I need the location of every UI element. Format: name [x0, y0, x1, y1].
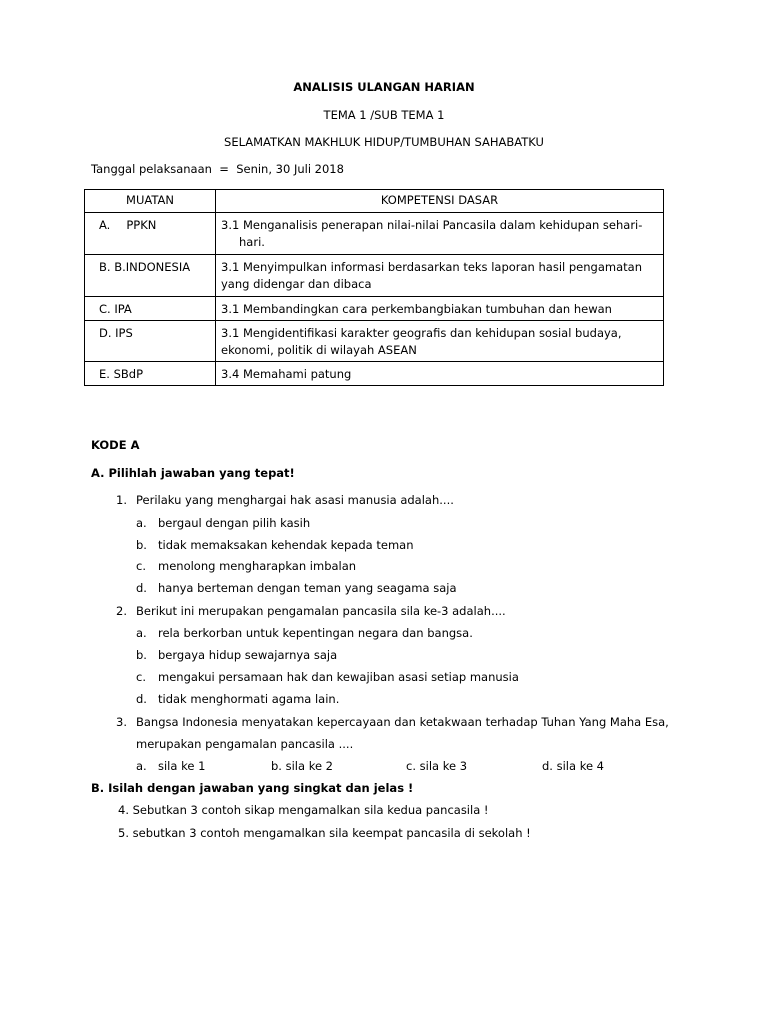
- essay-question: 5. sebutkan 3 contoh mengamalkan sila keempat pancasila di sekolah !: [118, 826, 531, 840]
- option-text: hanya berteman dengan teman yang seagama saja: [158, 581, 457, 595]
- header-kompetensi: KOMPETENSI DASAR: [216, 190, 664, 213]
- kd-text: 3.1 Menganalisis penerapan nilai-nilai Pancasila dalam kehidupan sehari-: [221, 218, 643, 232]
- kd-text-cont: yang didengar dan dibaca: [221, 277, 372, 291]
- option-text: tidak memaksakan kehendak kepada teman: [158, 538, 414, 552]
- option-text: bergaya hidup sewajarnya saja: [158, 648, 338, 662]
- option-text: c. sila ke 3: [406, 759, 468, 773]
- doc-subtheme: SELAMATKAN MAKHLUK HIDUP/TUMBUHAN SAHABATKU: [224, 135, 544, 149]
- subject-cell: D. IPS: [85, 321, 216, 362]
- option-text: tidak menghormati agama lain.: [158, 692, 340, 706]
- table-row: [85, 321, 664, 362]
- option-letter: d.: [136, 692, 147, 706]
- section-a-heading: A. Pilihlah jawaban yang tepat!: [91, 466, 295, 480]
- table-header-row: [85, 190, 664, 213]
- kode-label: KODE A: [91, 438, 140, 452]
- table-row: [85, 255, 664, 297]
- table-row: [85, 297, 664, 321]
- doc-title: ANALISIS ULANGAN HARIAN: [293, 80, 475, 94]
- table-row: [85, 213, 664, 255]
- question-text: Perilaku yang menghargai hak asasi manusia adalah....: [136, 493, 454, 507]
- subject-cell: C. IPA: [85, 297, 216, 321]
- option-letter: d.: [136, 581, 147, 595]
- subject-cell: E. SBdP: [85, 362, 216, 386]
- competency-table: [84, 189, 664, 386]
- option-text: mengakui persamaan hak dan kewajiban asasi setiap manusia: [158, 670, 519, 684]
- date-line: Tanggal pelaksanaan = Senin, 30 Juli 2018: [91, 162, 344, 176]
- kd-text-cont: ekonomi, politik di wilayah ASEAN: [221, 343, 417, 357]
- table-row: [85, 362, 664, 386]
- option-letter: c.: [136, 670, 146, 684]
- option-letter: a.: [136, 759, 147, 773]
- subject-cell: [85, 213, 216, 255]
- option-text: rela berkorban untuk kepentingan negara dan bangsa.: [158, 626, 473, 640]
- kd-text: 3.1 Menyimpulkan informasi berdasarkan teks laporan hasil pengamatan: [221, 260, 642, 274]
- header-muatan: MUATAN: [85, 190, 216, 213]
- question-number: 1.: [116, 493, 127, 507]
- option-text: menolong mengharapkan imbalan: [158, 559, 357, 573]
- option-letter: b.: [136, 538, 147, 552]
- option-text: bergaul dengan pilih kasih: [158, 516, 311, 530]
- question-text-cont: merupakan pengamalan pancasila ....: [136, 737, 354, 751]
- option-letter: a.: [136, 516, 147, 530]
- kd-cell: [216, 255, 664, 297]
- subject-name: PPKN: [126, 218, 157, 232]
- question-text: Berikut ini merupakan pengamalan pancasila sila ke-3 adalah....: [136, 604, 506, 618]
- option-letter: c.: [136, 559, 146, 573]
- option-text: b. sila ke 2: [271, 759, 333, 773]
- option-letter: b.: [136, 648, 147, 662]
- option-letter: a.: [136, 626, 147, 640]
- section-b-heading: B. Isilah dengan jawaban yang singkat dan jelas !: [91, 781, 414, 795]
- kd-cell: [216, 362, 664, 386]
- option-text: sila ke 1: [158, 759, 206, 773]
- kd-text-cont: hari.: [239, 235, 265, 249]
- subject-cell: B. B.INDONESIA: [85, 255, 216, 297]
- option-text: d. sila ke 4: [542, 759, 604, 773]
- essay-question: 4. Sebutkan 3 contoh sikap mengamalkan sila kedua pancasila !: [118, 803, 489, 817]
- kd-text: 3.4 Memahami patung: [221, 367, 352, 381]
- doc-theme: TEMA 1 /SUB TEMA 1: [323, 108, 445, 122]
- kd-text: 3.1 Mengidentifikasi karakter geografis dan kehidupan sosial budaya,: [221, 326, 622, 340]
- question-text: Bangsa Indonesia menyatakan kepercayaan dan ketakwaan terhadap Tuhan Yang Maha Esa,: [136, 715, 669, 729]
- question-number: 3.: [116, 715, 127, 729]
- subject-letter: A.: [99, 218, 111, 232]
- kd-text: 3.1 Membandingkan cara perkembangbiakan tumbuhan dan hewan: [221, 302, 612, 316]
- kd-cell: [216, 297, 664, 321]
- kd-cell: [216, 213, 664, 255]
- question-number: 2.: [116, 604, 127, 618]
- kd-cell: [216, 321, 664, 362]
